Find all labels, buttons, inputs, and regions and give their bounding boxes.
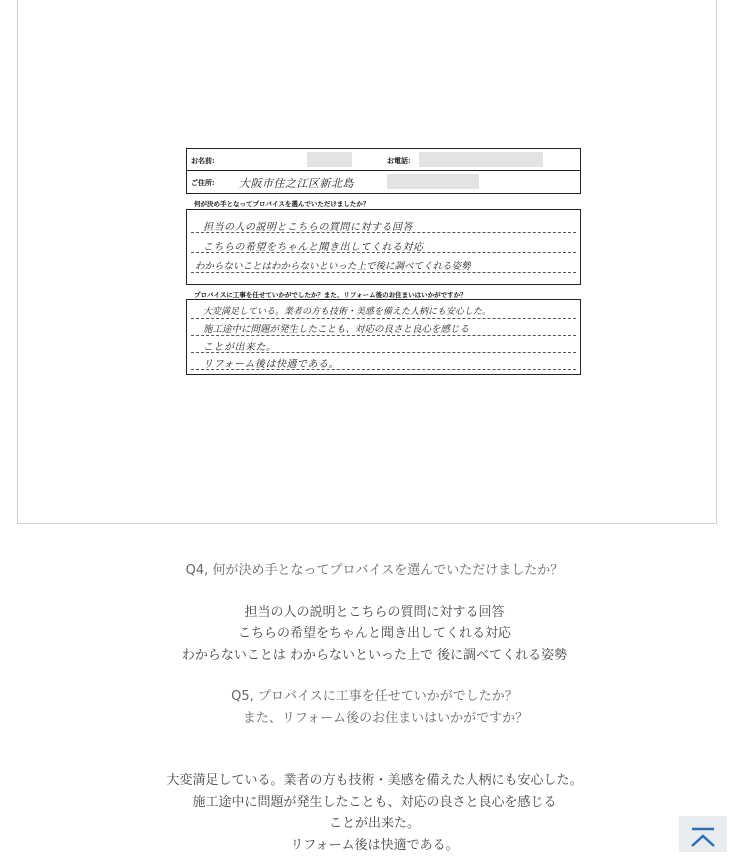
q4-section bbox=[0, 560, 749, 666]
scan-q5-box bbox=[186, 299, 581, 375]
q4-answer-line: 担当の人の説明とこちらの質問に対する回答 bbox=[0, 602, 749, 624]
address-redaction bbox=[387, 174, 479, 189]
survey-scan bbox=[186, 148, 582, 374]
q5-answer-line: ことが出来た。 bbox=[0, 813, 749, 835]
scan-q4-box bbox=[186, 209, 581, 285]
q4-question: Q4, 何が決め手となってプロバイスを選んでいただけましたか？ bbox=[0, 560, 749, 582]
chevron-up-icon bbox=[679, 816, 727, 852]
survey-image-frame bbox=[17, 0, 717, 524]
address-label: ご住所: bbox=[191, 178, 215, 188]
q5-question-line2: また、リフォーム後のお住まいはいかがですか？ bbox=[0, 708, 749, 730]
q5-answer-line: 施工途中に問題が発生したことも、対応の良さと良心を感じる bbox=[0, 792, 749, 814]
q5-answer-section bbox=[0, 770, 749, 856]
scan-q4-heading: 何が決め手となってプロバイスを選んでいただけましたか？ bbox=[194, 199, 369, 208]
name-redaction bbox=[307, 152, 352, 167]
scan-q5-line: リフォーム後は快適である。 bbox=[203, 355, 339, 370]
scan-q4-line: こちらの希望をちゃんと聞き出してくれる対応 bbox=[203, 238, 424, 253]
back-to-top-button[interactable] bbox=[679, 816, 727, 852]
scan-q5-heading: プロバイスに工事を任せていかがでしたか？また、リフォーム後のお住まいはいかがですか？ bbox=[194, 290, 467, 299]
address-handwriting: 大阪市住之江区新北島 bbox=[239, 175, 354, 191]
q5-answer-line: 大変満足している。業者の方も技術・美感を備えた人柄にも安心した。 bbox=[0, 770, 749, 792]
q5-question-line1: Q5, プロバイスに工事を任せていかがでしたか？ bbox=[0, 686, 749, 708]
scan-q4-line: わからないことはわからないといった上で後に調べてくれる姿勢 bbox=[195, 258, 471, 272]
name-label: お名前: bbox=[191, 156, 215, 166]
customer-info-box bbox=[186, 148, 581, 194]
scan-q5-line: 大変満足している。業者の方も技術・美感を備えた人柄にも安心した。 bbox=[203, 304, 491, 317]
q4-answer-line: わからないことは わからないといった上で 後に調べてくれる姿勢 bbox=[0, 645, 749, 667]
q4-answer-line: こちらの希望をちゃんと聞き出してくれる対応 bbox=[0, 623, 749, 645]
phone-label: お電話: bbox=[387, 156, 411, 166]
q5-answer-line: リフォーム後は快適である。 bbox=[0, 835, 749, 856]
scan-q5-line: 施工途中に問題が発生したことも、対応の良さと良心を感じる bbox=[203, 321, 469, 335]
phone-redaction bbox=[419, 152, 543, 167]
scan-q5-line: ことが出来た。 bbox=[203, 338, 277, 353]
scan-q4-line: 担当の人の説明とこちらの質問に対する回答 bbox=[203, 218, 413, 233]
q5-section bbox=[0, 686, 749, 729]
